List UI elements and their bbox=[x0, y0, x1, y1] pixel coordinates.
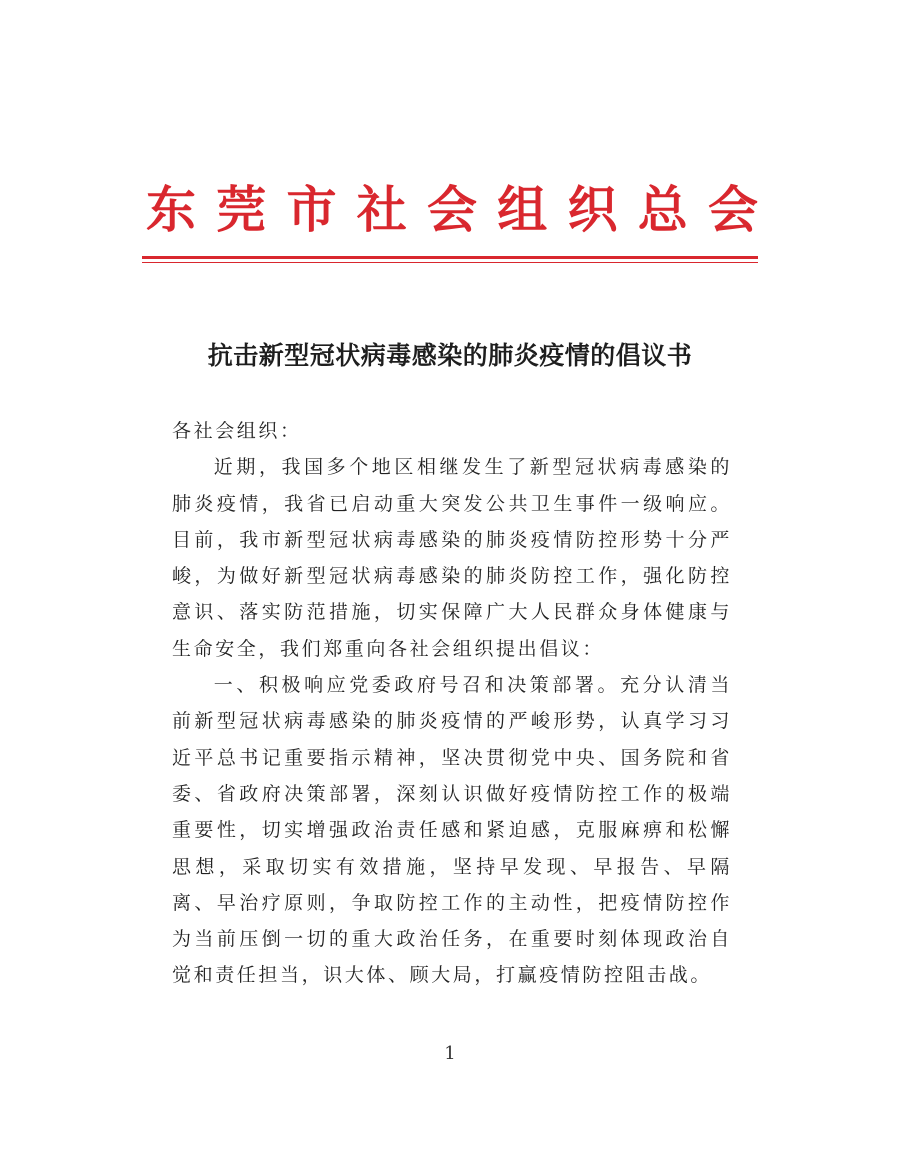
header-char: 织 bbox=[567, 180, 618, 239]
header-char: 莞 bbox=[216, 180, 267, 239]
header-divider-thin bbox=[142, 262, 758, 263]
header-char: 会 bbox=[427, 180, 477, 239]
header-char: 社 bbox=[356, 180, 407, 239]
page-number: 1 bbox=[444, 1043, 456, 1064]
salutation: 各社会组织： bbox=[172, 420, 302, 442]
paragraph: 近期，我国多个地区相继发生了新型冠状病毒感染的肺炎疫情，我省已启动重大突发公共卫生事件一级响应。目前，我市新型冠状病毒感染的肺炎疫情防控形势十分严峻，为做好新型冠状病毒感染的肺炎防控工作，强化防控意识、落实防范措施，切实保障广大人民群众身体健康与生命安全，我们郑重向各社会组织提出倡议： bbox=[172, 456, 732, 660]
header-char: 东 bbox=[146, 180, 196, 239]
header-char: 总 bbox=[637, 180, 688, 239]
document-body bbox=[172, 413, 732, 994]
document-title: 抗击新型冠状病毒感染的肺炎疫情的倡议书 bbox=[207, 341, 693, 370]
organization-header bbox=[142, 178, 762, 242]
paragraph: 一、积极响应党委政府号召和决策部署。充分认清当前新型冠状病毒感染的肺炎疫情的严峻形势，认真学习习近平总书记重要指示精神，坚决贯彻党中央、国务院和省委、省政府决策部署，深刻认识做好疫情防控工作的极端重要性，切实增强政治责任感和紧迫感，克服麻痹和松懈思想，采取切实有效措施，坚持早发现、早报告、早隔离、早治疗原则，争取防控工作的主动性，把疫情防控作为当前压倒一切的重大政治任务，在重要时刻体现政治自觉和责任担当，识大体、顾大局，打赢疫情防控阻击战。 bbox=[172, 674, 732, 987]
header-char: 市 bbox=[286, 180, 337, 239]
header-char: 会 bbox=[708, 180, 758, 239]
header-char: 组 bbox=[497, 180, 548, 239]
header-divider-thick bbox=[142, 256, 758, 259]
